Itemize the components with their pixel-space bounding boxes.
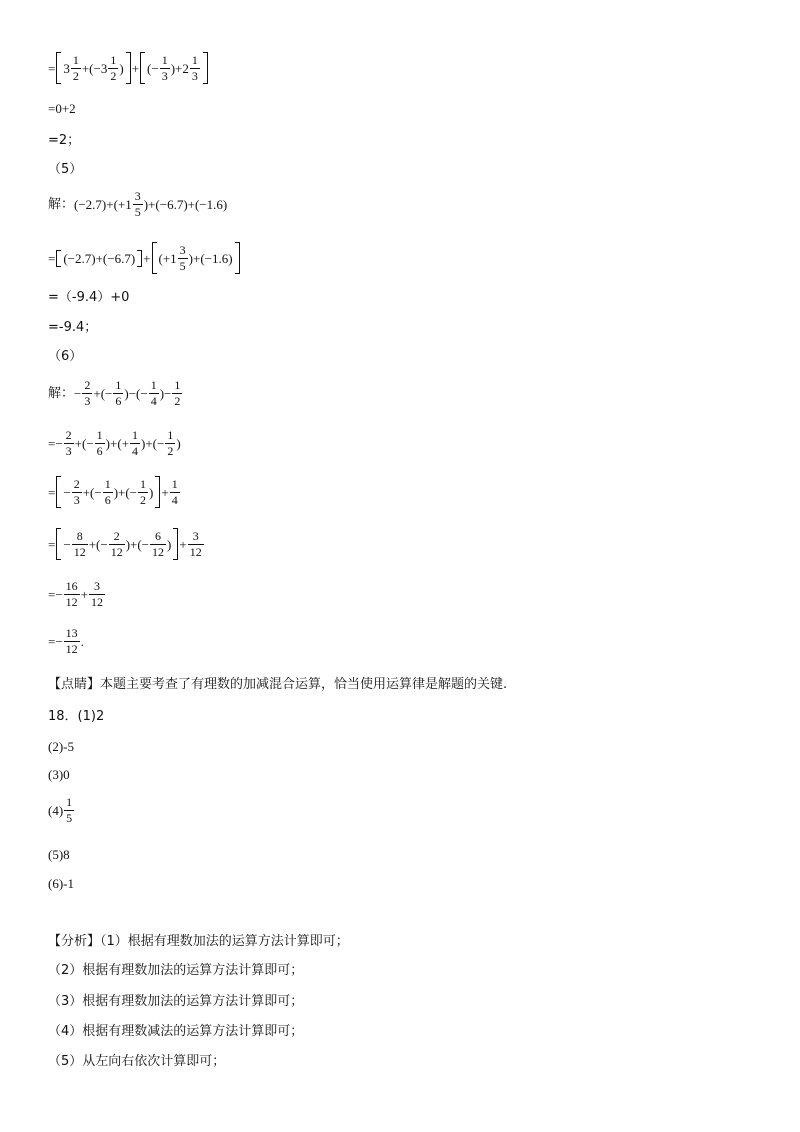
operator: +(− <box>93 385 113 401</box>
analysis-line-4: （4）根据有理数减法的运算方法计算即可； <box>48 1024 304 1039</box>
part5-step3: =-9.4； <box>48 320 98 335</box>
paren: ) <box>119 60 124 76</box>
denominator: 2 <box>110 68 117 83</box>
denominator: 12 <box>73 544 86 559</box>
operator: )+(− <box>141 435 165 451</box>
operator: ) <box>176 435 181 451</box>
fraction <box>89 580 105 608</box>
fraction <box>72 478 82 506</box>
operator: − <box>63 484 71 500</box>
operator: )−(− <box>124 385 148 401</box>
mixed-number <box>182 54 201 82</box>
numerator: 1 <box>161 53 168 67</box>
numerator: 1 <box>104 477 111 491</box>
numerator: 8 <box>76 529 83 543</box>
denominator: 2 <box>167 443 174 458</box>
denominator: 2 <box>72 68 79 83</box>
key-point-comment: 【点睛】本题主要考查了有理数的加减混合运算，恰当使用运算律是解题的关键. <box>48 677 508 692</box>
operator: )− <box>159 385 172 401</box>
denominator: 12 <box>110 544 123 559</box>
analysis-line-5: （5）从左向右依次计算即可； <box>48 1054 226 1069</box>
operator: )+(− <box>113 484 138 500</box>
denominator: 12 <box>189 544 202 559</box>
part6-step2 <box>48 476 181 508</box>
left-bracket <box>140 52 145 84</box>
expr-segment: )+(−1.6) <box>188 250 233 266</box>
left-bracket <box>56 476 61 508</box>
numerator: 13 <box>65 626 78 640</box>
operator: + <box>161 484 169 500</box>
fraction <box>160 54 170 82</box>
bracket-group <box>55 52 131 84</box>
numerator: 1 <box>115 378 122 392</box>
numerator: 1 <box>72 53 79 67</box>
denominator: 5 <box>179 258 186 273</box>
operator: (− <box>147 60 159 76</box>
fraction <box>170 478 180 506</box>
part6-step4 <box>48 580 106 608</box>
bracket-group <box>151 242 241 274</box>
fraction <box>172 379 182 407</box>
fraction <box>165 429 175 457</box>
q18-answer-2: (2)-5 <box>48 739 74 754</box>
calc-line-1 <box>48 52 209 84</box>
numerator: 1 <box>191 53 198 67</box>
equals-sign: =− <box>48 435 63 451</box>
fraction <box>108 54 118 82</box>
fraction <box>103 478 113 506</box>
whole-part: 1 <box>170 250 177 266</box>
whole-part: 1 <box>125 196 132 212</box>
part5-step2: =（-9.4）+0 <box>48 290 130 305</box>
calc-line-3: =2； <box>48 133 81 148</box>
solve-prefix: 解： <box>48 385 75 401</box>
operator: − <box>63 536 71 552</box>
part6-step1 <box>48 429 181 457</box>
part5-expression <box>48 190 227 218</box>
numerator: 2 <box>65 428 72 442</box>
bracket-group <box>139 52 209 84</box>
q18-answer-3: (3)0 <box>48 767 70 782</box>
operator: +(− <box>81 60 101 76</box>
denominator: 3 <box>73 492 80 507</box>
fraction <box>64 580 80 608</box>
operator: + <box>179 536 187 552</box>
operator: +(− <box>82 484 102 500</box>
part6-step5 <box>48 627 84 655</box>
operator: )+(− <box>125 536 150 552</box>
left-bracket <box>152 242 157 274</box>
right-bracket <box>173 528 178 560</box>
fraction <box>82 379 92 407</box>
fraction <box>133 190 143 218</box>
expr-segment: (−2.7)+(+ <box>74 196 126 212</box>
mixed-number <box>125 190 144 218</box>
operator: + <box>143 250 151 266</box>
denominator: 3 <box>191 68 198 83</box>
denominator: 3 <box>161 68 168 83</box>
numerator: 2 <box>113 529 120 543</box>
fraction <box>64 429 74 457</box>
denominator: 4 <box>171 492 178 507</box>
fraction <box>64 627 80 655</box>
right-bracket <box>235 242 240 274</box>
part6-expression <box>48 379 183 407</box>
numerator: 3 <box>134 189 141 203</box>
expr-segment: (+ <box>158 250 171 266</box>
numerator: 1 <box>132 428 138 442</box>
period: . <box>80 633 84 649</box>
q18-answer-5: (5)8 <box>48 847 70 862</box>
answer-label: (4) <box>48 802 64 818</box>
numerator: 1 <box>140 477 147 491</box>
equals-sign: =− <box>48 633 63 649</box>
fraction <box>130 429 140 457</box>
mixed-number <box>101 54 120 82</box>
denominator: 2 <box>174 393 181 408</box>
right-bracket <box>203 52 208 84</box>
denominator: 4 <box>150 393 157 408</box>
part5-label: （5） <box>48 162 83 177</box>
denominator: 6 <box>104 492 111 507</box>
operator: ) <box>149 484 154 500</box>
numerator: 2 <box>73 477 80 491</box>
operator: )+ <box>170 60 183 76</box>
analysis-line-1: 【分析】（1）根据有理数加法的运算方法计算即可； <box>48 934 349 949</box>
numerator: 1 <box>66 795 73 809</box>
numerator: 2 <box>84 378 91 392</box>
equals-sign: = <box>48 60 56 76</box>
fraction <box>71 54 81 82</box>
fraction <box>95 429 105 457</box>
right-bracket <box>155 476 160 508</box>
denominator: 12 <box>152 544 165 559</box>
whole-part: 3 <box>100 60 108 76</box>
left-bracket <box>56 528 61 560</box>
numerator: 3 <box>94 579 101 593</box>
right-bracket <box>137 250 142 267</box>
denominator: 12 <box>91 594 104 609</box>
whole-part: 2 <box>182 60 189 76</box>
fraction <box>190 54 200 82</box>
part6-step3 <box>48 528 205 560</box>
part6-label: （6） <box>48 349 83 364</box>
whole-part: 3 <box>63 60 70 76</box>
denominator: 12 <box>65 641 78 656</box>
operator: ) <box>167 536 172 552</box>
calc-line-2: =0+2 <box>48 101 76 116</box>
denominator: 5 <box>66 810 73 825</box>
fraction <box>113 379 123 407</box>
fraction <box>138 478 148 506</box>
mixed-number <box>170 244 189 272</box>
q18-answer-1: 18．(1)2 <box>48 709 105 724</box>
operator: + <box>80 586 89 602</box>
right-bracket <box>126 52 131 84</box>
numerator: 1 <box>167 428 174 442</box>
numerator: 6 <box>155 529 162 543</box>
bracket-group <box>55 528 179 560</box>
denominator: 2 <box>140 492 147 507</box>
numerator: 1 <box>110 53 117 67</box>
denominator: 3 <box>84 393 91 408</box>
left-bracket <box>56 250 61 267</box>
equals-sign: =− <box>48 586 63 602</box>
numerator: 3 <box>179 243 186 257</box>
numerator: 1 <box>171 477 178 491</box>
denominator: 6 <box>96 443 103 458</box>
analysis-line-3: （3）根据有理数加法的运算方法计算即可； <box>48 994 304 1009</box>
equals-sign: = <box>48 484 56 500</box>
fraction <box>149 379 159 407</box>
numerator: 3 <box>192 529 199 543</box>
solve-prefix: 解： <box>48 196 75 212</box>
fraction <box>109 530 125 558</box>
bracket-group <box>55 476 161 508</box>
operator: +(− <box>88 536 108 552</box>
analysis-line-2: （2）根据有理数加法的运算方法计算即可； <box>48 963 304 978</box>
equals-sign: = <box>48 250 56 266</box>
fraction <box>178 244 188 272</box>
bracket-group <box>55 250 143 267</box>
q18-answer-4 <box>48 796 75 824</box>
numerator: 16 <box>65 579 78 593</box>
part5-step1 <box>48 242 241 274</box>
numerator: 1 <box>174 378 181 392</box>
numerator: 1 <box>96 428 103 442</box>
numerator: 1 <box>150 378 157 392</box>
expr-segment: (−2.7)+(−6.7) <box>63 250 136 266</box>
operator: − <box>74 385 82 401</box>
fraction <box>72 530 88 558</box>
equals-sign: = <box>48 536 56 552</box>
denominator: 3 <box>65 443 72 458</box>
denominator: 6 <box>115 393 122 408</box>
operator: + <box>131 60 140 76</box>
expr-segment: )+(−6.7)+(−1.6) <box>143 196 228 212</box>
left-bracket <box>56 52 61 84</box>
fraction <box>150 530 166 558</box>
fraction <box>64 796 74 824</box>
operator: )+(+ <box>105 435 129 451</box>
denominator: 5 <box>134 204 141 219</box>
denominator: 12 <box>65 594 78 609</box>
mixed-number <box>63 54 82 82</box>
operator: +(− <box>74 435 94 451</box>
fraction <box>188 530 204 558</box>
denominator: 4 <box>132 443 138 458</box>
q18-answer-6: (6)-1 <box>48 876 74 891</box>
